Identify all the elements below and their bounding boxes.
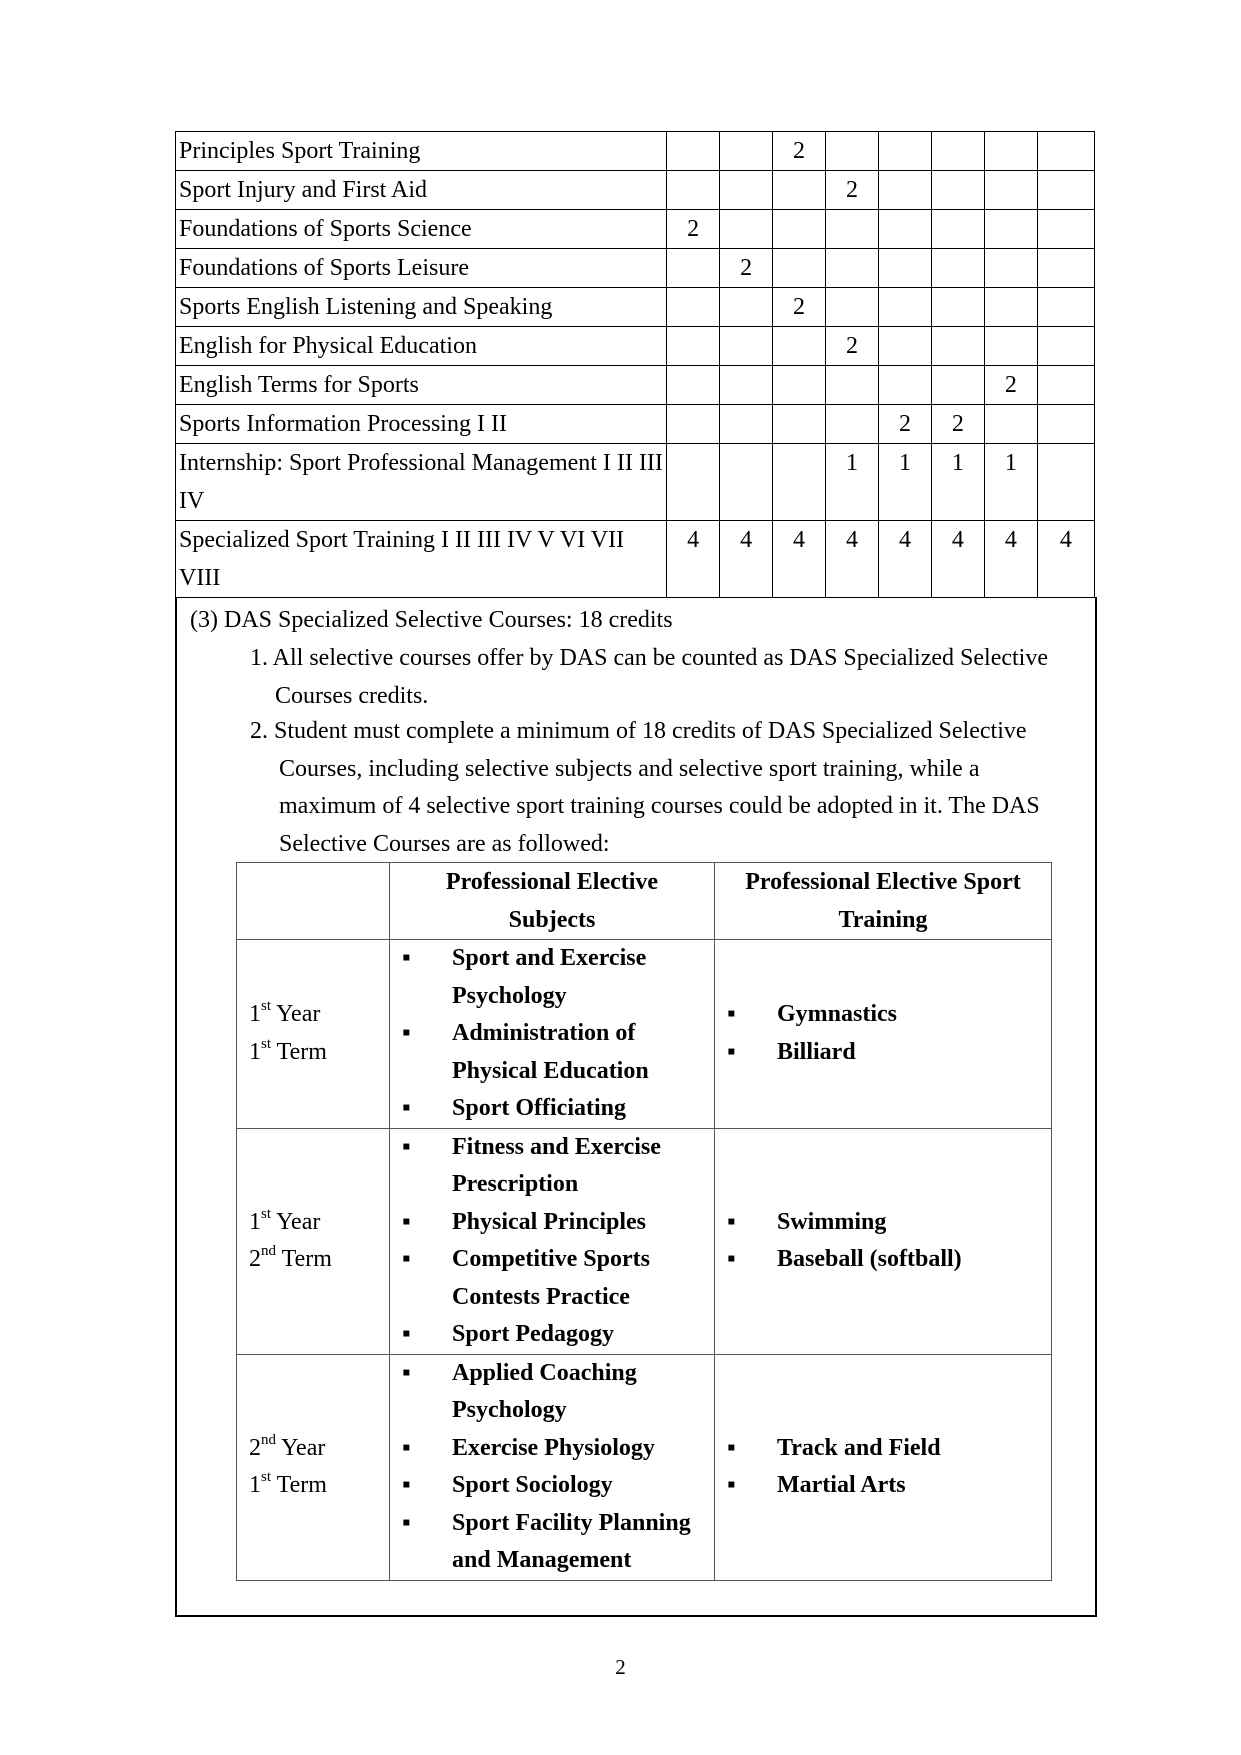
credit-cell bbox=[878, 288, 931, 327]
header-subjects bbox=[390, 863, 715, 940]
credit-cell bbox=[773, 405, 826, 444]
credit-cell bbox=[931, 132, 984, 171]
credit-cell bbox=[931, 327, 984, 366]
credit-cell bbox=[984, 171, 1037, 210]
course-credit-table bbox=[175, 131, 1095, 598]
training-item: ▪ Swimming bbox=[715, 1204, 1051, 1242]
subjects-list bbox=[390, 1129, 714, 1354]
credit-cell bbox=[773, 444, 826, 521]
term-word: Term bbox=[276, 1472, 327, 1498]
credit-cell: 1 bbox=[931, 444, 984, 521]
credit-cell: 2 bbox=[773, 288, 826, 327]
rule-2-line-2: Courses, including selective subjects and selective sport training, while a bbox=[279, 755, 980, 782]
subject-item: ▪ Sport Facility Planning and Management bbox=[390, 1505, 714, 1580]
term-word: Term bbox=[276, 1038, 327, 1065]
credit-cell bbox=[720, 405, 773, 444]
credit-cell bbox=[773, 366, 826, 405]
course-row bbox=[176, 405, 1095, 444]
credit-cell bbox=[984, 210, 1037, 249]
year-number: 1 bbox=[249, 1001, 261, 1028]
rule-1 bbox=[250, 640, 1090, 715]
credit-cell bbox=[720, 171, 773, 210]
credit-cell bbox=[773, 171, 826, 210]
credit-cell bbox=[667, 405, 720, 444]
credit-cell bbox=[1037, 210, 1094, 249]
training-cell bbox=[715, 940, 1052, 1129]
year-ordinal: nd bbox=[261, 1431, 276, 1448]
rule-1-line-1: 1. All selective courses offer by DAS can be counted as DAS Specialized Selective bbox=[250, 645, 1048, 671]
credit-cell bbox=[1037, 249, 1094, 288]
credit-cell bbox=[667, 366, 720, 405]
credit-cell bbox=[667, 288, 720, 327]
credit-cell bbox=[1037, 171, 1094, 210]
page-number: 2 bbox=[615, 1655, 626, 1679]
term-number: 1 bbox=[249, 1472, 261, 1498]
credit-cell bbox=[667, 171, 720, 210]
subject-item: ▪ Exercise Physiology bbox=[390, 1430, 714, 1468]
credit-cell: 2 bbox=[878, 405, 931, 444]
training-list bbox=[715, 1204, 1051, 1279]
credit-cell bbox=[826, 366, 879, 405]
credit-cell: 4 bbox=[931, 521, 984, 598]
subject-item: ▪ Competitive Sports Contests Practice bbox=[390, 1241, 714, 1316]
credit-cell bbox=[931, 366, 984, 405]
credit-cell: 2 bbox=[826, 171, 879, 210]
subjects-cell bbox=[390, 940, 715, 1129]
elective-row bbox=[237, 1128, 1052, 1354]
credit-cell: 2 bbox=[826, 327, 879, 366]
subject-item: ▪ Sport and Exercise Psychology bbox=[390, 940, 714, 1015]
course-name: Sport Injury and First Aid bbox=[176, 171, 667, 210]
course-row bbox=[176, 171, 1095, 210]
subject-item: ▪ Fitness and Exercise Prescription bbox=[390, 1129, 714, 1204]
rule-2-line-3: maximum of 4 selective sport training courses could be adopted in it. The DAS bbox=[279, 793, 1040, 819]
credit-cell bbox=[1037, 405, 1094, 444]
credit-cell: 4 bbox=[773, 521, 826, 598]
credit-cell bbox=[720, 444, 773, 521]
course-row bbox=[176, 366, 1095, 405]
subject-item: ▪ Physical Principles bbox=[390, 1204, 714, 1242]
section-heading: (3) DAS Specialized Selective Courses: 18 credits bbox=[190, 607, 673, 633]
credit-cell bbox=[878, 132, 931, 171]
credit-cell bbox=[773, 210, 826, 249]
term-cell bbox=[237, 1128, 390, 1354]
credit-cell: 4 bbox=[667, 521, 720, 598]
header-training bbox=[715, 863, 1052, 940]
credit-cell bbox=[720, 210, 773, 249]
credit-cell: 4 bbox=[720, 521, 773, 598]
credit-cell bbox=[667, 249, 720, 288]
credit-cell: 2 bbox=[984, 366, 1037, 405]
course-name: Foundations of Sports Leisure bbox=[176, 249, 667, 288]
course-row bbox=[176, 210, 1095, 249]
credit-cell bbox=[826, 405, 879, 444]
year-number: 2 bbox=[249, 1434, 261, 1461]
training-list bbox=[715, 1430, 1051, 1505]
credit-cell bbox=[1037, 366, 1094, 405]
credit-cell bbox=[826, 132, 879, 171]
term-cell bbox=[237, 1354, 390, 1580]
elective-row bbox=[237, 940, 1052, 1129]
term-number: 1 bbox=[249, 1038, 261, 1065]
credit-cell: 2 bbox=[667, 210, 720, 249]
credit-cell bbox=[984, 249, 1037, 288]
training-item: ▪ Gymnastics bbox=[715, 996, 1051, 1034]
course-row bbox=[176, 249, 1095, 288]
term-number: 2 bbox=[249, 1246, 261, 1272]
subject-item: ▪ Sport Pedagogy bbox=[390, 1316, 714, 1354]
term-ordinal: nd bbox=[261, 1243, 276, 1259]
subject-item: ▪ Applied Coaching Psychology bbox=[390, 1355, 714, 1430]
header-subjects-line-1: Professional Elective bbox=[445, 869, 659, 895]
credit-cell bbox=[667, 444, 720, 521]
subjects-cell bbox=[390, 1354, 715, 1580]
credit-cell: 1 bbox=[826, 444, 879, 521]
elective-course-table bbox=[236, 862, 1052, 1581]
year-ordinal: st bbox=[261, 1205, 272, 1222]
year-number: 1 bbox=[249, 1208, 261, 1235]
course-name: English Terms for Sports bbox=[176, 366, 667, 405]
course-name: Internship: Sport Professional Management I II III IV bbox=[176, 444, 667, 521]
course-name: Foundations of Sports Science bbox=[176, 210, 667, 249]
credit-cell bbox=[931, 210, 984, 249]
credit-cell bbox=[1037, 327, 1094, 366]
header-training-line-1: Professional Elective Sport bbox=[745, 869, 1021, 895]
course-row bbox=[176, 132, 1095, 171]
credit-cell: 1 bbox=[984, 444, 1037, 521]
credit-cell: 2 bbox=[773, 132, 826, 171]
course-name: Principles Sport Training bbox=[176, 132, 667, 171]
credit-cell bbox=[878, 249, 931, 288]
training-item: ▪ Track and Field bbox=[715, 1430, 1051, 1468]
credit-cell bbox=[931, 249, 984, 288]
elective-header-row bbox=[237, 863, 1052, 940]
subject-item: ▪ Sport Sociology bbox=[390, 1467, 714, 1505]
rule-2 bbox=[250, 713, 1090, 863]
credit-cell: 4 bbox=[984, 521, 1037, 598]
rule-2-line-4: Selective Courses are as followed: bbox=[279, 830, 610, 857]
credit-cell: 1 bbox=[878, 444, 931, 521]
course-row bbox=[176, 444, 1095, 521]
credit-cell bbox=[1037, 288, 1094, 327]
credit-cell bbox=[826, 249, 879, 288]
credit-cell bbox=[931, 288, 984, 327]
subjects-list bbox=[390, 940, 714, 1128]
year-word: Year bbox=[276, 1208, 321, 1235]
credit-cell bbox=[1037, 132, 1094, 171]
subject-item: ▪ Sport Officiating bbox=[390, 1090, 714, 1128]
credit-cell bbox=[931, 171, 984, 210]
credit-cell bbox=[878, 171, 931, 210]
credit-cell bbox=[720, 132, 773, 171]
subjects-cell bbox=[390, 1128, 715, 1354]
credit-cell bbox=[720, 327, 773, 366]
credit-cell bbox=[667, 327, 720, 366]
term-word: Term bbox=[281, 1246, 332, 1272]
credit-cell bbox=[984, 288, 1037, 327]
year-word: Year bbox=[281, 1434, 326, 1461]
term-ordinal: st bbox=[261, 1035, 272, 1052]
training-item: ▪ Baseball (softball) bbox=[715, 1241, 1051, 1279]
credit-cell: 4 bbox=[878, 521, 931, 598]
course-row bbox=[176, 327, 1095, 366]
credit-cell bbox=[1037, 444, 1094, 521]
credit-cell bbox=[773, 327, 826, 366]
credit-cell: 2 bbox=[720, 249, 773, 288]
credit-cell: 4 bbox=[826, 521, 879, 598]
course-name: English for Physical Education bbox=[176, 327, 667, 366]
credit-cell: 4 bbox=[1037, 521, 1094, 598]
header-subjects-line-2: Subjects bbox=[508, 907, 596, 933]
training-item: ▪ Martial Arts bbox=[715, 1467, 1051, 1505]
training-list bbox=[715, 996, 1051, 1071]
credit-cell bbox=[878, 366, 931, 405]
year-word: Year bbox=[276, 1001, 321, 1028]
credit-cell bbox=[720, 366, 773, 405]
credit-cell bbox=[667, 132, 720, 171]
training-cell bbox=[715, 1128, 1052, 1354]
course-name: Sports English Listening and Speaking bbox=[176, 288, 667, 327]
course-name: Specialized Sport Training I II III IV V VI VII VIII bbox=[176, 521, 667, 598]
credit-cell bbox=[984, 405, 1037, 444]
credit-cell: 2 bbox=[931, 405, 984, 444]
credit-cell bbox=[826, 288, 879, 327]
header-blank-cell bbox=[237, 863, 390, 940]
rule-1-line-2: Courses credits. bbox=[275, 682, 429, 709]
training-item: ▪ Billiard bbox=[715, 1034, 1051, 1072]
credit-cell bbox=[826, 210, 879, 249]
credit-cell bbox=[720, 288, 773, 327]
credit-cell bbox=[984, 132, 1037, 171]
header-training-line-2: Training bbox=[838, 907, 928, 933]
term-cell bbox=[237, 940, 390, 1129]
course-name: Sports Information Processing I II bbox=[176, 405, 667, 444]
course-row bbox=[176, 288, 1095, 327]
credit-cell bbox=[984, 327, 1037, 366]
subject-item: ▪ Administration of Physical Education bbox=[390, 1015, 714, 1090]
course-row bbox=[176, 521, 1095, 598]
credit-cell bbox=[878, 210, 931, 249]
credit-cell bbox=[878, 327, 931, 366]
subjects-list bbox=[390, 1355, 714, 1580]
rule-2-line-1: 2. Student must complete a minimum of 18 credits of DAS Specialized Selective bbox=[250, 718, 1027, 744]
credit-cell bbox=[773, 249, 826, 288]
term-ordinal: st bbox=[261, 1469, 272, 1485]
elective-row bbox=[237, 1354, 1052, 1580]
training-cell bbox=[715, 1354, 1052, 1580]
year-ordinal: st bbox=[261, 998, 272, 1015]
